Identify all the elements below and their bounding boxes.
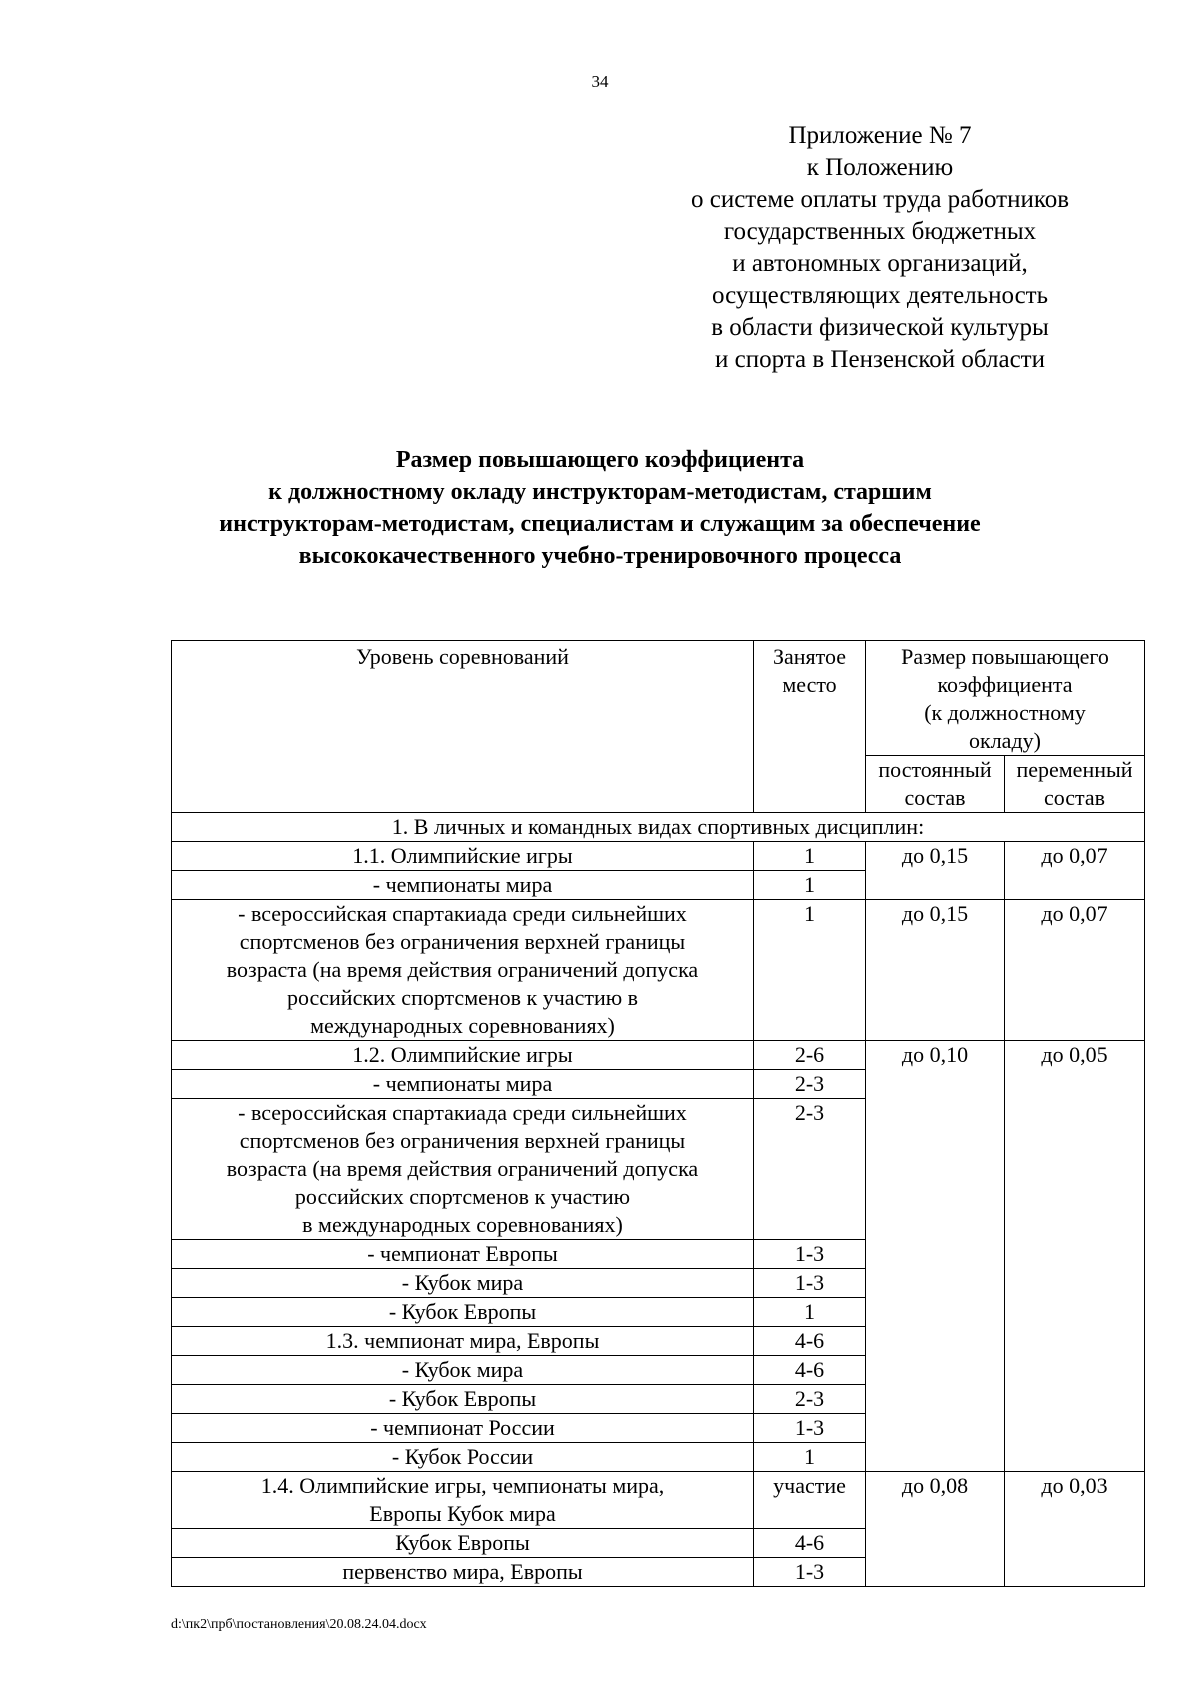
header-level [172, 641, 754, 813]
header-variable [1005, 756, 1145, 813]
competition-level-line: Европы Кубок мира [369, 1501, 556, 1526]
header-coefficient [866, 641, 1145, 756]
place-cell: 2-3 [754, 1099, 866, 1240]
title-line: высококачественного учебно-тренировочного процесса [298, 543, 902, 569]
competition-level-cell [172, 1240, 754, 1269]
table-row [172, 842, 1145, 871]
place-cell: 1-3 [754, 1240, 866, 1269]
appendix-line: государственных бюджетных [723, 218, 1037, 245]
place-cell: участие [754, 1472, 866, 1529]
competition-level-line: - Кубок мира [401, 1357, 524, 1382]
place-cell: 1 [754, 1298, 866, 1327]
table-row [172, 1041, 1145, 1070]
competition-level-cell [172, 1269, 754, 1298]
appendix-line: к Положению [806, 154, 954, 181]
competition-level-line: Кубок Европы [395, 1530, 530, 1555]
competition-level-cell [172, 1529, 754, 1558]
appendix-line: в области физической культуры [711, 314, 1049, 341]
competition-level-line: спортсменов без ограничения верхней границы [239, 929, 686, 954]
competition-level-line: - всероссийская спартакиада среди сильнейших [238, 1100, 687, 1125]
appendix-line: и спорта в Пензенской области [715, 346, 1045, 373]
header-place [754, 641, 866, 813]
header-coefficient-line: окладу) [969, 728, 1041, 753]
place-cell: 1-3 [754, 1558, 866, 1587]
header-permanent [866, 756, 1005, 813]
competition-level-line: - Кубок мира [401, 1270, 524, 1295]
header-place-line: Занятое [772, 644, 847, 669]
competition-level-line: российских спортсменов к участию [294, 1184, 631, 1209]
competition-level-cell [172, 1099, 754, 1240]
competition-level-cell [172, 1070, 754, 1099]
competition-level-line: - Кубок Европы [388, 1299, 537, 1324]
competition-level-cell [172, 1385, 754, 1414]
table-row [172, 1472, 1145, 1529]
appendix-line: и автономных организаций, [732, 250, 1028, 277]
competition-level-line: 1.4. Олимпийские игры, чемпионаты мира, [260, 1473, 665, 1498]
appendix-header [640, 120, 1120, 376]
competition-level-cell [172, 1472, 754, 1529]
document-title [120, 444, 1080, 572]
title-line: Размер повышающего коэффициента [395, 447, 805, 473]
permanent-coefficient-cell: до 0,08 [866, 1472, 1005, 1587]
place-cell: 1 [754, 900, 866, 1041]
header-coefficient-line: (к должностному [924, 700, 1086, 725]
place-cell: 4-6 [754, 1356, 866, 1385]
footer-file-path: d:\пк2\прб\постановления\20.08.24.04.docx [171, 1617, 427, 1632]
place-cell: 1 [754, 871, 866, 900]
page-number: 34 [591, 72, 609, 91]
competition-level-cell [172, 1414, 754, 1443]
appendix-line: о системе оплаты труда работников [690, 186, 1070, 213]
appendix-line: осуществляющих деятельность [711, 282, 1049, 309]
competition-level-cell [172, 1443, 754, 1472]
competition-level-line: - чемпионат Европы [367, 1241, 558, 1266]
variable-coefficient-cell: до 0,05 [1005, 1041, 1145, 1472]
competition-level-line: - чемпионаты мира [372, 1071, 553, 1096]
place-cell: 1-3 [754, 1414, 866, 1443]
competition-level-line: - чемпионаты мира [372, 872, 553, 897]
appendix-line: Приложение № 7 [788, 122, 972, 149]
competition-level-cell [172, 842, 754, 871]
variable-coefficient-cell: до 0,07 [1005, 842, 1145, 900]
place-cell: 1-3 [754, 1269, 866, 1298]
section-row: 1. В личных и командных видах спортивных дисциплин: [172, 813, 1145, 842]
title-line: к должностному окладу инструкторам-методистам, старшим [268, 479, 932, 505]
competition-level-line: - чемпионат России [370, 1415, 555, 1440]
competition-level-line: возраста (на время действия ограничений допуска [226, 957, 699, 982]
competition-level-line: возраста (на время действия ограничений допуска [226, 1156, 699, 1181]
header-variable-line: переменный [1016, 757, 1133, 782]
header-level-text: Уровень соревнований [356, 644, 569, 669]
competition-level-cell [172, 1298, 754, 1327]
place-cell: 2-6 [754, 1041, 866, 1070]
permanent-coefficient-cell: до 0,10 [866, 1041, 1005, 1472]
place-cell: 1 [754, 842, 866, 871]
permanent-coefficient-cell: до 0,15 [866, 900, 1005, 1041]
competition-level-cell [172, 1356, 754, 1385]
variable-coefficient-cell: до 0,07 [1005, 900, 1145, 1041]
title-line: инструкторам-методистам, специалистам и служащим за обеспечение [219, 511, 981, 537]
competition-level-line: - всероссийская спартакиада среди сильнейших [238, 901, 687, 926]
permanent-coefficient-cell: до 0,15 [866, 842, 1005, 900]
competition-level-line: 1.1. Олимпийские игры [352, 843, 573, 868]
competition-level-cell [172, 1558, 754, 1587]
header-coefficient-line: коэффициента [937, 672, 1073, 697]
place-cell: 4-6 [754, 1529, 866, 1558]
competition-level-line: спортсменов без ограничения верхней границы [239, 1128, 686, 1153]
coefficient-table [171, 640, 1145, 1587]
competition-level-cell [172, 900, 754, 1041]
competition-level-line: первенство мира, Европы [342, 1559, 583, 1584]
place-cell: 1 [754, 1443, 866, 1472]
competition-level-line: российских спортсменов к участию в [286, 985, 639, 1010]
header-permanent-line: состав [904, 785, 966, 810]
competition-level-line: - Кубок России [391, 1444, 534, 1469]
header-permanent-line: постоянный [878, 757, 992, 782]
competition-level-cell [172, 1041, 754, 1070]
competition-level-line: 1.3. чемпионат мира, Европы [325, 1328, 600, 1353]
place-cell: 2-3 [754, 1070, 866, 1099]
place-cell: 2-3 [754, 1385, 866, 1414]
competition-level-line: в международных соревнованиях) [302, 1212, 623, 1237]
competition-level-line: 1.2. Олимпийские игры [352, 1042, 573, 1067]
variable-coefficient-cell: до 0,03 [1005, 1472, 1145, 1587]
header-variable-line: состав [1043, 785, 1106, 810]
competition-level-cell [172, 871, 754, 900]
table-row [172, 900, 1145, 1041]
competition-level-line: - Кубок Европы [388, 1386, 537, 1411]
place-cell: 4-6 [754, 1327, 866, 1356]
header-coefficient-line: Размер повышающего [901, 644, 1109, 669]
competition-level-cell [172, 1327, 754, 1356]
competition-level-line: международных соревнованиях) [310, 1013, 615, 1038]
header-place-line: место [782, 672, 837, 697]
